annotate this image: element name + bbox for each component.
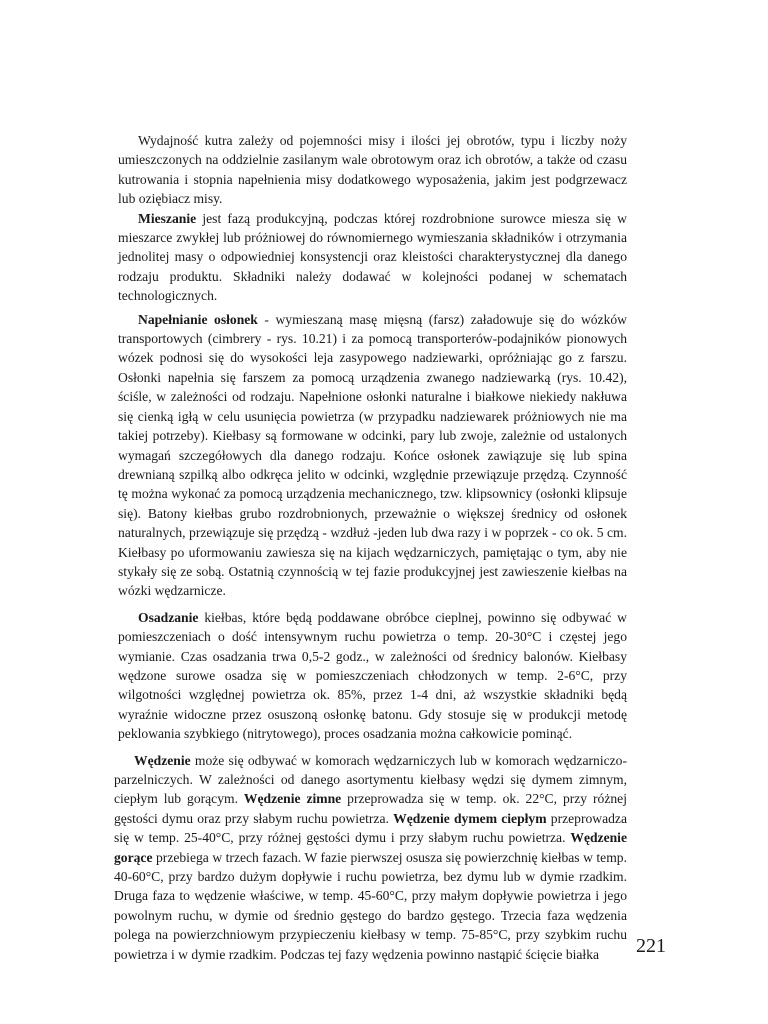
bold-term: Wędzenie dymem ciepłym (393, 810, 547, 826)
bold-term: Napełnianie osłonek (138, 311, 258, 327)
bold-term: Wędzenie zimne (243, 791, 342, 807)
paragraph-osadzanie (118, 608, 627, 744)
page-number: 221 (636, 935, 666, 957)
body-text (114, 131, 628, 964)
text-run: - wymieszaną masę mięsną (farsz) załadowuje się do wózków transportowych (cimbrery - rys. 10.21) i za pomocą transporterów-podajników pionowych wózek podnosi się do wysokości leja zasypowego nadziewarki, opróżniając go z farszu. Osłonki napełnia się farszem za pomocą urządzenia zwanego nadziewarką (rys. 10.42), ściśle, w zależności od rodzaju. Napełnione osłonki naturalne i białkowe niekiedy nakłuwa się cienką igłą w celu usunięcia powietrza (w przypadku nadziewarek próżniowych nie ma takiej potrzeby). Kiełbasy są formowane w odcinki, pary lub zwoje, zależnie od ustalonych wymagań szczegółowych dla danego rodzaju. Końce osłonek zawiązuje się lub spina drewnianą szpilką albo odkręca jelito w odcinki, względnie przewiązuje przędzą. Czynność tę można wykonać za pomocą urządzenia mechanicznego, tzw. klipsownicy (osłonki klipsuje się). Batony kiełbas grubo rozdrobnionych, przeważnie o większej średnicy od osłonek naturalnych, przewiązuje się przędzą - wzdłuż -jeden lub dwa razy i w poprzek - co ok. 5 cm. Kiełbasy po uformowaniu zawiesza się na kijach wędzarniczych, pamiętając o tym, aby nie stykały się ze sobą. Ostatnią czynnością w tej fazie produkcyjnej jest zawieszenie kiełbas na wózki wędzarnicze. (118, 311, 627, 599)
paragraph-napelnianie (118, 310, 627, 601)
text-run: Wydajność kutra zależy od pojemności misy i ilości jej obrotów, typu i liczby noży umieszczonych na oddzielnie zasilanym wale obrotowym oraz ich obrotów, a także od czasu kutrowania i stopnia napełnienia misy dodatkowego wyposażenia, jakim jest podgrzewacz lub oziębiacz misy. (118, 133, 627, 207)
paragraph-mieszanie (118, 209, 627, 306)
text-run: może się odbywać w komorach wędzarniczych lub w komorach wędzarniczo-parzelniczych. W zależności od danego asortymentu kiełbasy wędzi się dymem zimnym, ciepłym lub gorącym. (114, 752, 627, 807)
bold-term: Wędzenie gorące (114, 830, 627, 865)
text-run: przebiega w trzech fazach. W fazie pierwszej osusza się powierzchnię kiełbas w temp. 40-60°C, przy bardzo dużym dopływie i ruchu powietrza, bez dymu lub w dymie rzadkim. Druga faza to wędzenie właściwe, w temp. 45-60°C, przy małym dopływie powietrza i jego powolnym ruchu, w dymie od średnio gęstego do bardzo gęstego. Trzecia faza wędzenia polega na powierzchniowym przypieczeniu kiełbasy w temp. 75-85°C, przy szybkim ruchu powietrza i w dymie rzadkim. Podczas tej fazy wędzenia powinno nastąpić ścięcie białka (114, 849, 627, 962)
paragraph-kuter (118, 131, 627, 209)
text-run: przeprowadza się w temp. 25-40°C, przy różnej gęstości dymu i przy słabym ruchu powietrza. (114, 810, 628, 846)
bold-term: Wędzenie (134, 752, 191, 768)
paragraph-wedzenie (114, 751, 627, 964)
text-run: kiełbas, które będą poddawane obróbce cieplnej, powinno się odbywać w pomieszczeniach o dość intensywnym ruchu powietrza o temp. 20-30°C i częstej jego wymianie. Czas osadzania trwa 0,5-2 godz., w zależności od średnicy balonów. Kiełbasy wędzone surowe osadza się w pomieszczeniach chłodzonych w temp. 2-6°C, przy wilgotności względnej powietrza ok. 85%, przez 1-4 dni, aż wszystkie składniki będą wyraźnie widoczne przez osuszoną osłonkę batonu. Gdy stosuje się w produkcji metodę peklowania szybkiego (nitrytowego), proces osadzania można całkowicie pominąć. (118, 609, 627, 742)
bold-term: Osadzanie (138, 609, 199, 625)
text-run: jest fazą produkcyjną, podczas której rozdrobnione surowce miesza się w mieszarce zwykłej lub próżniowej do równomiernego wymieszania składników i otrzymania jednolitej masy o odpowiedniej konsystencji oraz kleistości charakterystycznej dla danego rodzaju produktu. Składniki należy dodawać w kolejności podanej w schematach technologicznych. (118, 210, 627, 304)
text-run: przeprowadza się w temp. ok. 22°C, przy różnej gęstości dymu oraz przy słabym ruchu powietrza. (114, 791, 627, 826)
bold-term: Mieszanie (138, 210, 197, 226)
